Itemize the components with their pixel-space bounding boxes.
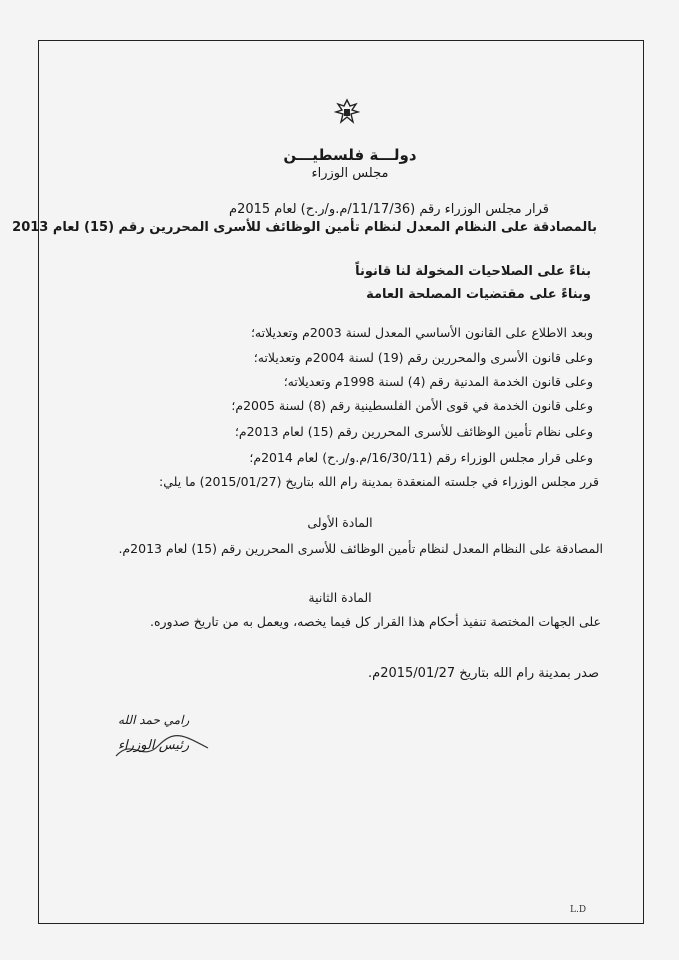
consideration-line: وبعد الاطلاع على القانون الأساسي المعدل لسنة 2003م وتعديلاته؛ (250, 325, 593, 340)
footer-initials: L.D (570, 905, 587, 915)
consideration-line: وعلى قانون الخدمة المدنية رقم (4) لسنة 1998م وتعديلاته؛ (283, 374, 593, 389)
article-title: المادة الثانية (308, 590, 372, 605)
header-state: دولـــة فلسطيـــن (283, 146, 417, 164)
article-body: المصادقة على النظام المعدل لنظام تأمين الوظائف للأسرى المحررين رقم (15) لعام 2013م. (118, 541, 603, 556)
basis-line: وبناءً على مقتضيات المصلحة العامة (366, 287, 591, 302)
article-body: على الجهات المختصة تنفيذ أحكام هذا القرار كل فيما يخصه، ويعمل به من تاريخ صدوره. (149, 614, 601, 629)
header-council: مجلس الوزراء (311, 166, 389, 181)
consideration-line: وعلى نظام تأمين الوظائف للأسرى المحررين رقم (15) لعام 2013م؛ (234, 424, 593, 439)
consideration-line: وعلى قرار مجلس الوزراء رقم (16/30/11/م.و/ر.ح) لعام 2014م؛ (249, 450, 593, 465)
issued-line: صدر بمدينة رام الله بتاريخ 2015/01/27م. (368, 666, 599, 681)
signatory-name: رامي حمد الله (118, 713, 190, 727)
resolution-intro: قرر مجلس الوزراء في جلسته المنعقدة بمدينة رام الله بتاريخ (2015/01/27) ما يلي: (158, 474, 599, 489)
approval-line: بالمصادقة على النظام المعدل لنظام تأمين الوظائف للأسرى المحررين رقم (15) لعام 2013 (12, 220, 597, 235)
signatory-title: رئيس الوزراء (118, 738, 190, 753)
consideration-line: وعلى قانون الأسرى والمحررين رقم (19) لسنة 2004م وتعديلاته؛ (253, 350, 593, 365)
consideration-line: وعلى قانون الخدمة في قوى الأمن الفلسطينية رقم (8) لسنة 2005م؛ (231, 398, 593, 413)
article-title: المادة الأولى (307, 515, 373, 530)
decision-title: قرار مجلس الوزراء رقم (11/17/36/م.و/ر.ح) لعام 2015م (229, 202, 549, 217)
eagle-emblem-icon (334, 98, 360, 126)
basis-line: بناءً على الصلاحيات المخولة لنا قانوناً (355, 264, 591, 279)
